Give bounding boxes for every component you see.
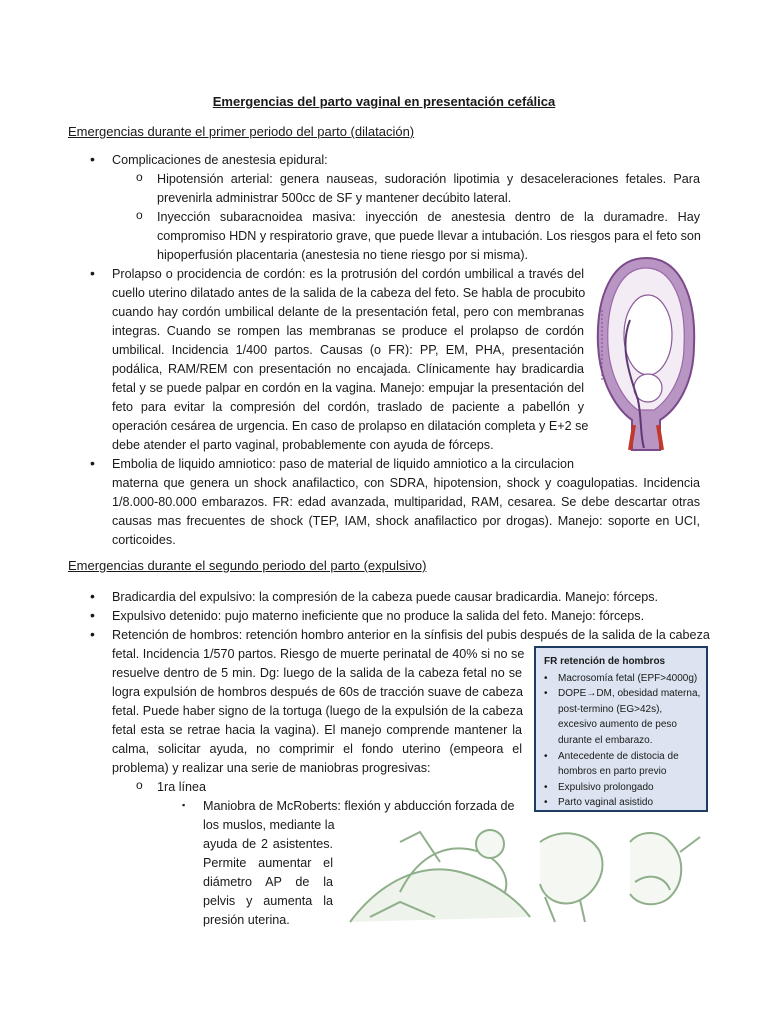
bullet-glyph: • [90,588,95,604]
inyeccion-line: compromiso HDN y respiratorio grave, que puede llevar a intubación. Los riesgos para el feto son [157,229,701,243]
section1-heading: Emergencias durante el primer periodo del parto (dilatación) [68,124,415,139]
bullet-glyph: • [90,265,95,281]
prolapso-line: Prolapso o procidencia de cordón: es la protrusión del cordón umbilical a través del [112,267,584,281]
fr-item: • Parto vaginal asistido [544,797,654,809]
inyeccion-line: hipoperfusión placentaria (anestesia no tiene riesgo por si misma). [157,248,529,262]
document-title: Emergencias del parto vaginal en presentación cefálica [212,94,556,109]
fr-item: • Expulsivo prolongado [544,781,654,793]
fr-item-cont: hombros en parto previo [558,766,667,778]
mcroberts-line: presión uterina. [203,913,290,927]
bullet-glyph: • [90,626,95,642]
embolia-line: Embolia de liquido amniotico: paso de material de liquido amniotico a la circulacion [112,457,575,471]
embolia-line: materna que genera un shock anafilactico, con SDRA, hipotension, shock y coagulopatias. Incidencia [112,476,700,490]
retencion-line: logra expulsión de hombros después de 60s de tracción suave de cabeza [112,685,523,699]
prolapso-line: fetal y se puede palpar en cordón en la vagina. Manejo: empujar la presentación del [112,381,584,395]
inyeccion-line: Inyección subaracnoidea masiva: inyección de anestesia dentro de la duramadre. Hay [157,210,700,224]
mcroberts-line: los muslos, mediante la [203,818,335,832]
retencion-line: problema) y realizar una serie de maniobras progresivas: [112,761,431,775]
retencion-line: resuelve dentro de 5 min. Dg: luego de la salida de la cabeza fetal no se [112,666,522,680]
primera-linea: 1ra línea [157,780,207,794]
retencion-line: Retención de hombros: retención hombro anterior en la sínfisis del pubis después de la salida de la cabeza [112,628,710,642]
retencion-line: fetal. Puede haber signo de la tortuga (luego de la expulsión de la cabeza [112,704,523,718]
hipotension-line: Hipotensión arterial: genera nauseas, sudoración lipotimia y desaceleraciones fetales. Para [157,172,700,186]
mcroberts-line: pelvis y aumenta la [203,894,333,908]
fr-item: • DOPE→DM, obesidad materna, [544,688,701,700]
mcroberts-line: Maniobra de McRoberts: flexión y abducción forzada de [203,799,515,813]
embolia-line: 1/8.000-80.000 embarazos. FR: edad avanzada, multiparidad, RAM, cesarea. Se debe descartar otras [112,495,700,509]
bullet-glyph: • [90,455,95,471]
bradicardia-line: Bradicardia del expulsivo: la compresión de la cabeza puede causar bradicardia. Manejo: fórceps. [112,590,659,604]
embolia-line: causas mas frecuentes de shock (TEP, IAM, shock anafilactico por drogas). Manejo: soporte en UCI, [112,514,700,528]
prolapso-line: debe atender el parto vaginal, probablemente con ayuda de fórceps. [112,438,494,452]
fr-item: • Macrosomía fetal (EPF>4000g) [544,672,698,684]
mcroberts-line: Permite aumentar el [203,856,333,870]
retencion-line: calma, solicitar ayuda, no comprimir el fondo uterino (empeora el [112,742,522,756]
prolapso-line: feto para evitar la compresión del cordón, traslado de paciente a pabellón y [112,400,584,414]
prolapso-line: podálica, RAM/REM con presentación no encajada. Clínicamente hay bradicardia [112,362,584,376]
fr-box-title: FR retención de hombros [544,656,666,667]
detenido-line: Expulsivo detenido: pujo materno ineficiente que no produce la salida del feto. Manejo: fórceps. [112,609,645,623]
mcroberts-illustration [340,822,710,932]
fr-retencion-box [534,646,708,812]
hipotension-line: prevenirla administrar 500cc de SF y mantener decúbito lateral. [157,191,512,205]
bullet-glyph: • [90,151,95,167]
prolapso-line: integras. Cuando se rompen las membranas se produce el prolapso de cordón [112,324,584,338]
fr-item-cont: post-termino (EG>42s), [558,703,663,715]
fr-item-cont: durante el embarazo. [558,734,653,746]
circle-glyph: o [136,778,143,792]
mcroberts-line: ayuda de 2 asistentes. [203,837,333,851]
prolapso-line: operación cesárea de urgencia. En caso de prolapso en dilatación completa y E+2 se [112,419,589,433]
fr-item: • Antecedente de distocia de [544,750,679,762]
circle-glyph: o [136,208,143,222]
bullet-glyph: • [90,607,95,623]
mcroberts-line: diámetro AP de la [203,875,333,889]
prolapso-line: cuello uterino dilatado antes de la salida de la cabeza del feto. Se habla de procubito [112,286,586,300]
circle-glyph: o [136,170,143,184]
prolapso-line: umbilical. Incidencia 1/400 partos. Causas (o FR): PP, EM, PHA, presentación [112,343,584,357]
embolia-line: corticoides. [112,533,176,547]
epidural-label: Complicaciones de anestesia epidural: [112,153,328,167]
prolapso-line: cuando hay cordón umbilical delante de la presentación fetal, pero con membranas [112,305,584,319]
square-glyph: ▪ [182,800,186,810]
section2-heading: Emergencias durante el segundo periodo del parto (expulsivo) [68,558,427,573]
retencion-line: fetal esta se retrae hacia la vagina). El manejo comprende mantener la [112,723,522,737]
fr-item-cont: excesivo aumento de peso [558,719,677,731]
retencion-line: fetal. Incidencia 1/570 partos. Riesgo de muerte perinatal de 40% si no se [112,647,525,661]
prolapse-cord-illustration [590,250,702,460]
